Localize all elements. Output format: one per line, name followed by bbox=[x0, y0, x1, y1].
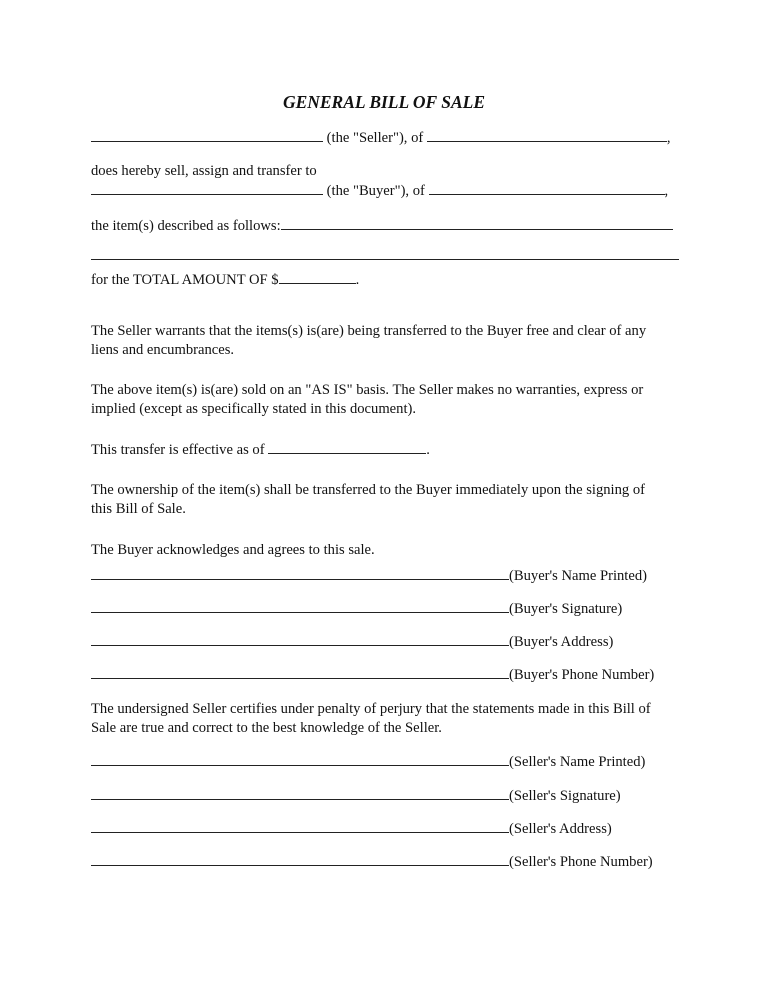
amount-field[interactable] bbox=[279, 270, 356, 284]
warranty-paragraph bbox=[91, 322, 677, 360]
as-is-paragraph bbox=[91, 381, 677, 419]
seller-signature-field[interactable] bbox=[91, 786, 509, 800]
items-description-line-2[interactable] bbox=[91, 259, 679, 260]
buyer-name-printed-row bbox=[91, 566, 647, 585]
seller-location-field[interactable] bbox=[427, 128, 667, 142]
paragraph-line: implied (except as specifically stated in this document). bbox=[91, 401, 417, 417]
effective-date-line bbox=[91, 440, 430, 459]
buyer-address-field[interactable] bbox=[91, 632, 509, 646]
items-line bbox=[91, 216, 673, 235]
buyer-phone-row bbox=[91, 665, 654, 684]
signature-field-label: (Seller's Phone Number) bbox=[509, 854, 653, 870]
signature-field-label: (Seller's Address) bbox=[509, 821, 612, 837]
seller-name-printed-row bbox=[91, 752, 645, 771]
paragraph-line: Sale are true and correct to the best knowledge of the Seller. bbox=[91, 720, 442, 736]
paragraph-line: liens and encumbrances. bbox=[91, 342, 235, 358]
items-label: the item(s) described as follows: bbox=[91, 218, 281, 234]
signature-field-label: (Buyer's Name Printed) bbox=[509, 568, 647, 584]
signature-field-label: (Seller's Name Printed) bbox=[509, 754, 646, 770]
buyer-acknowledgement: The Buyer acknowledges and agrees to this sale. bbox=[91, 542, 375, 558]
buyer-line-comma: , bbox=[664, 183, 669, 199]
paragraph-line: The above item(s) is(are) sold on an "AS IS" basis. The Seller makes no warranties, express or bbox=[91, 382, 644, 398]
signature-field-label: (Buyer's Signature) bbox=[509, 601, 623, 617]
seller-certification-paragraph bbox=[91, 700, 677, 738]
signature-field-label: (Buyer's Address) bbox=[509, 634, 614, 650]
buyer-name-field[interactable] bbox=[91, 181, 323, 195]
effective-period: . bbox=[426, 442, 430, 458]
buyer-address-row bbox=[91, 632, 613, 651]
seller-name-printed-field[interactable] bbox=[91, 752, 509, 766]
seller-address-row bbox=[91, 819, 612, 838]
paragraph-line: The undersigned Seller certifies under penalty of perjury that the statements made in this Bill of bbox=[91, 701, 651, 717]
amount-label: for the TOTAL AMOUNT OF $ bbox=[91, 272, 279, 288]
seller-address-field[interactable] bbox=[91, 819, 509, 833]
seller-line bbox=[91, 128, 671, 147]
items-description-field[interactable] bbox=[281, 216, 673, 230]
seller-signature-row bbox=[91, 786, 621, 805]
transfer-intro: does hereby sell, assign and transfer to bbox=[91, 163, 317, 179]
buyer-phone-field[interactable] bbox=[91, 665, 509, 679]
amount-line bbox=[91, 270, 359, 289]
seller-line-comma: , bbox=[666, 130, 671, 146]
buyer-signature-field[interactable] bbox=[91, 599, 509, 613]
seller-phone-row bbox=[91, 852, 653, 871]
buyer-signature-row bbox=[91, 599, 622, 618]
paragraph-line: The ownership of the item(s) shall be transferred to the Buyer immediately upon the signing of bbox=[91, 482, 646, 498]
effective-label: This transfer is effective as of bbox=[91, 442, 265, 458]
effective-date-field[interactable] bbox=[268, 440, 426, 454]
seller-phone-field[interactable] bbox=[91, 852, 509, 866]
seller-name-field[interactable] bbox=[91, 128, 323, 142]
signature-field-label: (Seller's Signature) bbox=[509, 788, 621, 804]
document-title: GENERAL BILL OF SALE bbox=[282, 92, 486, 112]
seller-label: (the "Seller"), of bbox=[326, 130, 424, 146]
buyer-name-printed-field[interactable] bbox=[91, 566, 509, 580]
signature-field-label: (Buyer's Phone Number) bbox=[509, 667, 655, 683]
ownership-paragraph bbox=[91, 481, 677, 519]
paragraph-line: this Bill of Sale. bbox=[91, 501, 186, 517]
buyer-location-field[interactable] bbox=[429, 181, 665, 195]
amount-period: . bbox=[355, 272, 360, 288]
buyer-label: (the "Buyer"), of bbox=[326, 183, 425, 199]
buyer-line bbox=[91, 181, 668, 200]
paragraph-line: The Seller warrants that the items(s) is(are) being transferred to the Buyer free and clear of any bbox=[91, 323, 647, 339]
